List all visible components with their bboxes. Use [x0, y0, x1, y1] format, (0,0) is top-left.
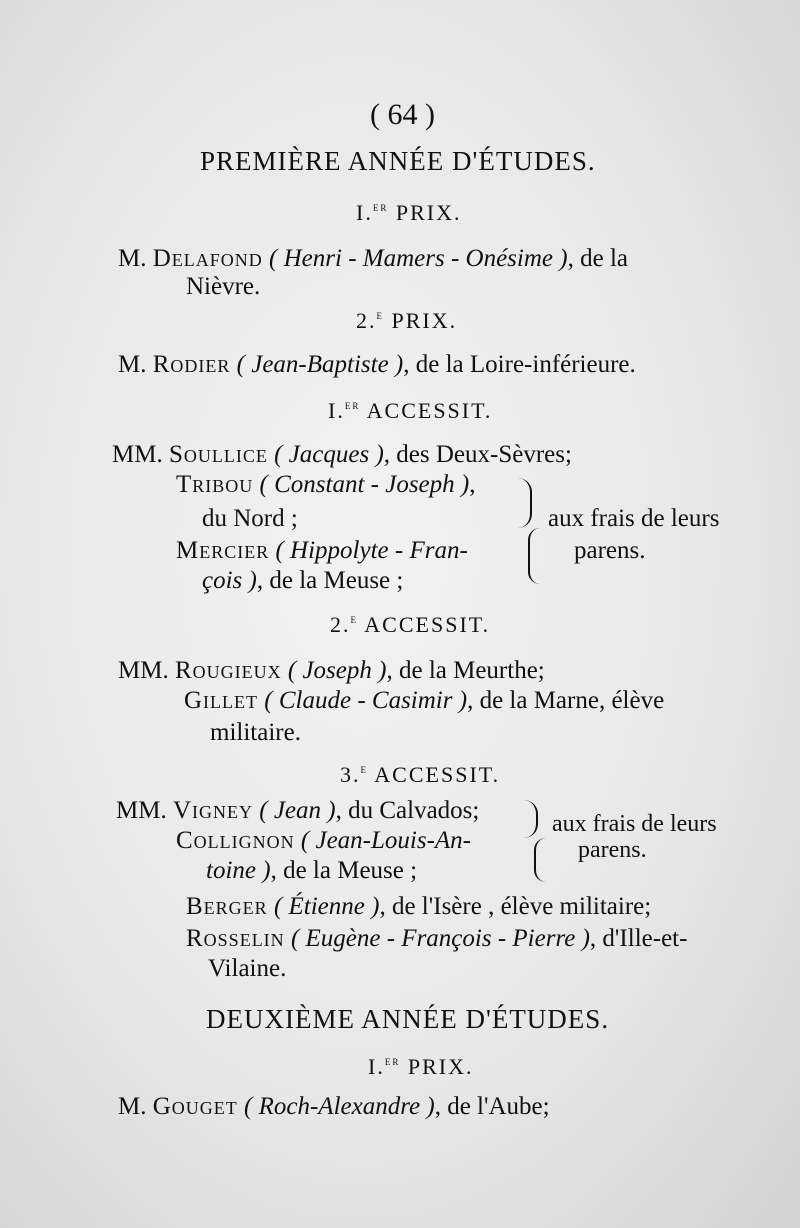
- heading-word: ACCESSIT.: [364, 612, 491, 637]
- note-parens-2: parens.: [578, 837, 647, 863]
- heading-number: 3.: [340, 762, 361, 787]
- heading-word: ACCESSIT.: [374, 762, 501, 787]
- heading-superscript: er: [372, 199, 389, 214]
- entry-name: Collignon: [176, 827, 295, 854]
- entry-vigney: [116, 798, 479, 823]
- entry-name: Delafond: [152, 245, 263, 272]
- entry-tribou-cont: du Nord ;: [202, 505, 298, 532]
- entry-title: MM.: [112, 441, 163, 468]
- note-aux-frais-2: aux frais de leurs: [552, 811, 717, 837]
- entry-rest: , d'Ille-et-: [589, 925, 688, 952]
- brace-top-2: [524, 800, 538, 838]
- entry-mercier-cont: [202, 568, 403, 593]
- brace-top: [518, 478, 532, 528]
- entry-name: Rosselin: [186, 925, 285, 952]
- entry-name: Vigney: [172, 797, 254, 824]
- entry-given-names: ( Eugène - François - Pierre ): [290, 925, 590, 952]
- entry-title: M.: [118, 245, 147, 272]
- entry-rest: , de l'Isère , élève militaire;: [379, 893, 652, 920]
- entry-gillet: [184, 688, 664, 713]
- heading-superscript: e: [360, 761, 368, 776]
- page-number: ( 64 ): [370, 98, 435, 131]
- entry-rest: , de la Meuse ;: [270, 857, 418, 884]
- entry-berger: [186, 894, 651, 919]
- entry-name: Soullice: [168, 441, 268, 468]
- brace-bottom: [528, 528, 540, 584]
- entry-rougieux: [118, 658, 545, 683]
- entry-rest: , de la Meurthe;: [386, 657, 545, 684]
- entry-given-names: ( Claude - Casimir ): [264, 687, 468, 714]
- entry-name: Gillet: [184, 687, 259, 714]
- entry-rest: , de la: [567, 245, 628, 272]
- entry-soullice: [112, 442, 572, 467]
- entry-rest: , de l'Aube;: [434, 1093, 550, 1120]
- entry-given-names: ( Hippolyte - Fran-: [275, 537, 468, 564]
- entry-rosselin-cont: Vilaine.: [208, 955, 287, 982]
- entry-gouget: [118, 1094, 550, 1119]
- entry-rest: ,: [469, 471, 476, 498]
- entry-name: Tribou: [176, 471, 254, 498]
- entry-rosselin: [186, 926, 687, 951]
- entry-rest: , de la Loire-inférieure.: [403, 351, 636, 378]
- entry-given-names: ( Étienne ): [273, 893, 380, 920]
- heading-number: I.: [356, 200, 373, 225]
- entry-delafond: [118, 246, 628, 271]
- heading-word: PRIX.: [407, 1054, 474, 1079]
- note-aux-frais-1: aux frais de leurs: [548, 505, 720, 532]
- entry-given-names: ( Constant - Joseph ): [259, 471, 470, 498]
- entry-name: Berger: [186, 893, 268, 920]
- entry-given-names: ( Jacques ): [274, 441, 384, 468]
- entry-title: MM.: [118, 657, 169, 684]
- heading-second-prize: [356, 308, 457, 332]
- entry-given-names: ( Roch-Alexandre ): [244, 1093, 435, 1120]
- entry-name: Mercier: [176, 537, 270, 564]
- heading-word: PRIX.: [391, 308, 458, 333]
- brace-bottom-2: [534, 838, 546, 882]
- entry-given-names: ( Joseph ): [287, 657, 387, 684]
- note-parens-1: parens.: [574, 537, 646, 564]
- heading-number: I.: [328, 398, 345, 423]
- entry-collignon-cont: [206, 858, 417, 883]
- entry-rest: , du Calvados;: [335, 797, 480, 824]
- entry-gillet-cont: militaire.: [210, 719, 301, 746]
- entry-rest: , de la Marne, élève: [467, 687, 665, 714]
- entry-rest: , de la Meuse ;: [256, 567, 404, 594]
- heading-word: ACCESSIT.: [366, 398, 493, 423]
- entry-rodier: [118, 352, 636, 377]
- entry-given-names: ( Jean ): [259, 797, 336, 824]
- entry-given-names-cont: çois ): [202, 567, 257, 594]
- heading-superscript: er: [344, 397, 361, 412]
- entry-title: M.: [118, 351, 147, 378]
- heading-first-prize-second-year: [368, 1054, 473, 1078]
- heading-number: 2.: [330, 612, 351, 637]
- entry-name: Rodier: [152, 351, 231, 378]
- entry-name: Rougieux: [174, 657, 282, 684]
- entry-given-names: ( Jean-Louis-An-: [300, 827, 471, 854]
- entry-given-names: ( Jean-Baptiste ): [236, 351, 404, 378]
- heading-superscript: e: [376, 307, 384, 322]
- heading-third-accessit: [340, 762, 500, 786]
- heading-number: I.: [368, 1054, 385, 1079]
- entry-delafond-cont: Nièvre.: [186, 273, 261, 300]
- heading-superscript: er: [384, 1053, 401, 1068]
- entry-name: Gouget: [152, 1093, 238, 1120]
- heading-word: PRIX.: [395, 200, 462, 225]
- entry-mercier: [176, 538, 468, 563]
- entry-given-names: ( Henri - Mamers - Onésime ): [269, 245, 568, 272]
- entry-collignon: [176, 828, 471, 853]
- section-title-second-year: DEUXIÈME ANNÉE D'ÉTUDES.: [206, 1004, 610, 1034]
- entry-title: MM.: [116, 797, 167, 824]
- entry-title: M.: [118, 1093, 147, 1120]
- heading-superscript: e: [350, 611, 358, 626]
- entry-given-names-cont: toine ): [206, 857, 271, 884]
- entry-rest: , des Deux-Sèvres;: [383, 441, 572, 468]
- heading-first-accessit: [328, 398, 492, 422]
- entry-tribou: [176, 472, 475, 497]
- heading-second-accessit: [330, 612, 490, 636]
- heading-first-prize: [356, 200, 461, 224]
- heading-number: 2.: [356, 308, 377, 333]
- section-title-first-year: PREMIÈRE ANNÉE D'ÉTUDES.: [200, 146, 596, 176]
